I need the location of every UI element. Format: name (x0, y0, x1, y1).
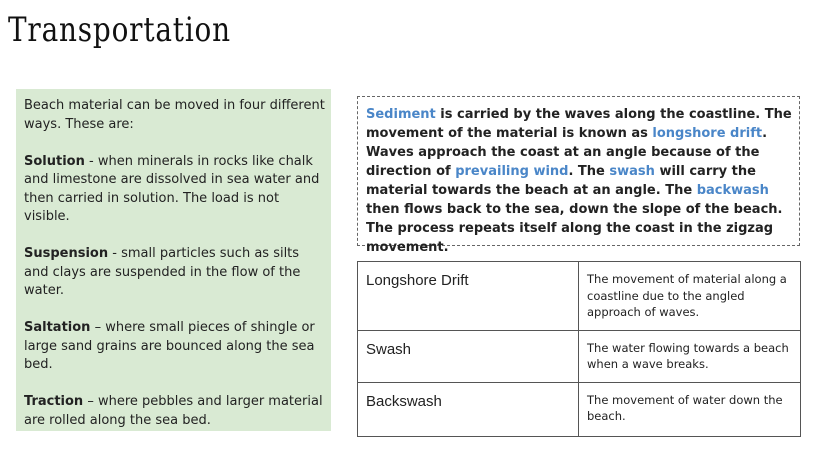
term-cell: Swash (358, 330, 579, 382)
longshore-drift-explanation: Sediment is carried by the waves along the coastline. The movement of the material is known as longshore drift. Waves approach the coast at an angle because of the direction of prevailing wind. The swash will carry the material towards the beach at an angle. The backwash then flows back to the sea, down the slope of the beach. The process repeats itself along the coast in the zigzag movement. (357, 96, 800, 246)
intro-text: Beach material can be moved in four different ways. These are: (24, 98, 325, 132)
definition-cell: The movement of water down the beach. (579, 382, 801, 436)
term-cell: Longshore Drift (358, 262, 579, 331)
table-row (358, 262, 801, 331)
method-term: Suspension (24, 246, 109, 261)
method-term: Solution (24, 153, 85, 169)
method-term: Traction (24, 394, 84, 409)
method-description: where small pieces of shingle or large sand grains are bounced along the sea bed. (24, 320, 315, 372)
method-traction: Traction – where pebbles and larger material are rolled along the sea bed. (24, 394, 323, 428)
definition-cell: The movement of material along a coastline due to the angled approach of waves. (579, 262, 801, 331)
method-description: when minerals in rocks like chalk and limestone are dissolved in sea water and then carried in solution. The load is not visible. (24, 153, 320, 224)
keyword-prevailing-wind: prevailing wind (455, 164, 569, 179)
method-description: small particles such as silts and clays are suspended in the flow of the water. (24, 246, 301, 298)
keyword-backwash: backwash (696, 183, 769, 198)
table-row (358, 382, 801, 436)
definition-cell: The water flowing towards a beach when a wave breaks. (579, 330, 801, 382)
method-suspension: Suspension - small particles such as silts and clays are suspended in the flow of the water. (24, 246, 301, 298)
transport-methods-panel (16, 89, 331, 431)
method-solution: Solution - when minerals in rocks like chalk and limestone are dissolved in sea water and then carried in solution. The load is not visible. (24, 153, 320, 224)
page-title: Transportation (8, 10, 231, 50)
method-description: where pebbles and larger material are rolled along the sea bed. (24, 394, 323, 428)
method-saltation: Saltation – where small pieces of shingle or large sand grains are bounced along the sea bed. (24, 320, 315, 372)
key-terms-table (357, 261, 801, 437)
keyword-sediment: Sediment (366, 107, 436, 122)
term-cell: Backswash (358, 382, 579, 436)
keyword-longshore-drift: longshore drift (652, 126, 763, 141)
method-term: Saltation (24, 320, 91, 335)
keyword-swash: swash (609, 164, 655, 179)
table-row (358, 330, 801, 382)
